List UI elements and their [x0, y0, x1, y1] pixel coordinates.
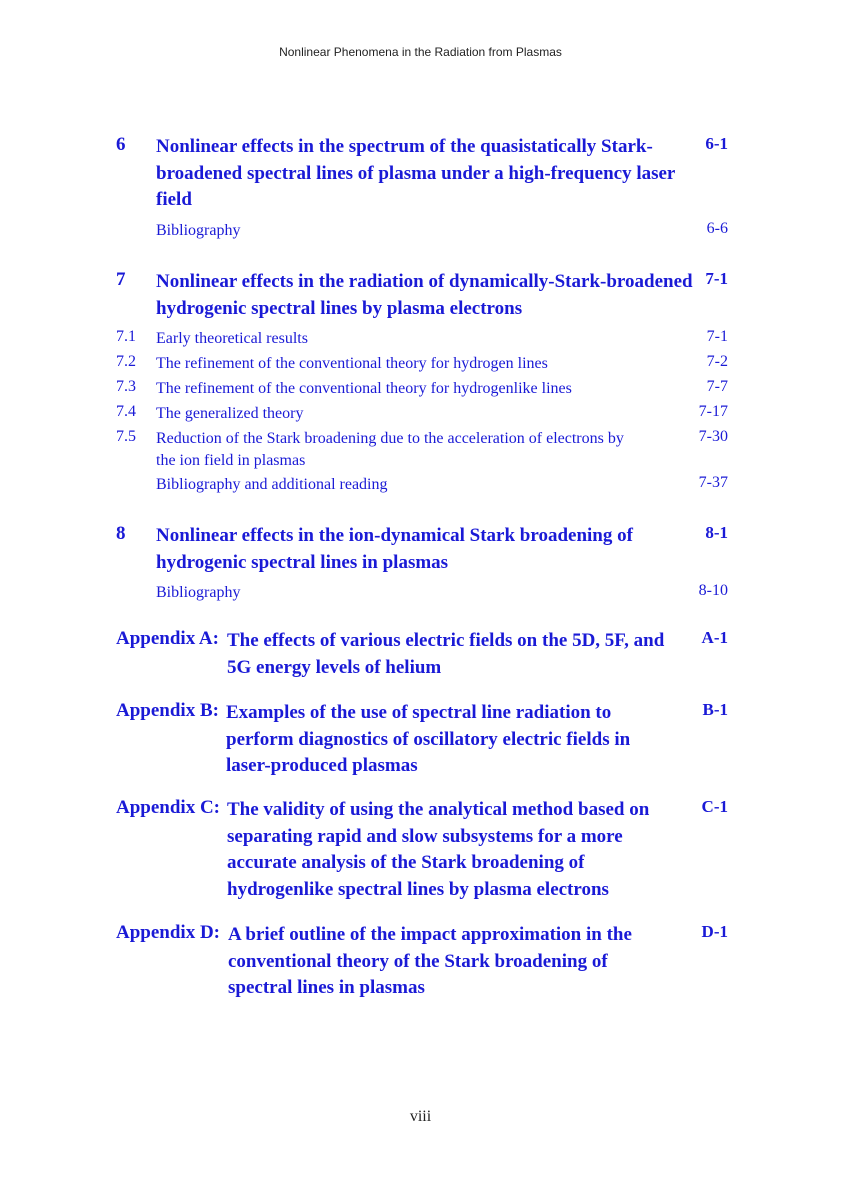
appendix-title[interactable]: The validity of using the analytical method based on separating rapid and slow subsystems for a more accurate analysis of the Stark broadening of hydrogenlike spectral lines by plasma electrons: [227, 799, 650, 900]
section-page: 8-10: [698, 582, 728, 599]
section-page: 7-2: [706, 353, 728, 370]
section-number: 7.4: [116, 403, 136, 420]
section-page: 7-17: [698, 403, 728, 420]
appendix-label: Appendix B:: [116, 700, 219, 721]
section-number: 7.5: [116, 428, 136, 445]
section-title[interactable]: The generalized theory: [156, 405, 304, 422]
section-title[interactable]: Reduction of the Stark broadening due to the acceleration of electrons by the ion field in plasmas: [156, 430, 624, 469]
chapter-page: 6-1: [705, 134, 728, 153]
section-page: 7-7: [706, 378, 728, 395]
appendix-page: A-1: [701, 628, 728, 647]
chapter-number: 6: [116, 134, 126, 155]
appendix-label: Appendix C:: [116, 797, 220, 818]
chapter-title[interactable]: Nonlinear effects in the ion-dynamical Stark broadening of hydrogenic spectral lines in plasmas: [156, 525, 633, 573]
appendix-label: Appendix D:: [116, 922, 220, 943]
appendix-page: B-1: [702, 700, 728, 719]
section-title[interactable]: Early theoretical results: [156, 330, 308, 347]
chapter-title[interactable]: Nonlinear effects in the radiation of dynamically-Stark-broadened hydrogenic spectral lines by plasma electrons: [156, 271, 693, 319]
appendix-page: D-1: [701, 922, 728, 941]
section-title[interactable]: The refinement of the conventional theory for hydrogenlike lines: [156, 380, 572, 397]
page-number: viii: [409, 1108, 432, 1125]
appendix-page: C-1: [701, 797, 728, 816]
section-title[interactable]: Bibliography: [156, 222, 241, 239]
section-number: 7.2: [116, 353, 136, 370]
section-page: 7-1: [706, 328, 728, 345]
running-header: Nonlinear Phenomena in the Radiation from Plasmas: [279, 45, 562, 59]
appendix-title[interactable]: The effects of various electric fields on the 5D, 5F, and 5G energy levels of helium: [227, 630, 665, 678]
section-page: 6-6: [706, 220, 728, 237]
section-number: 7.3: [116, 378, 136, 395]
section-number: 7.1: [116, 328, 136, 345]
appendix-label: Appendix A:: [116, 628, 219, 649]
chapter-page: 7-1: [705, 269, 728, 288]
section-page: 7-30: [698, 428, 728, 445]
appendix-title[interactable]: A brief outline of the impact approximation in the conventional theory of the Stark broadening of spectral lines in plasmas: [228, 924, 632, 998]
appendix-title[interactable]: Examples of the use of spectral line radiation to perform diagnostics of oscillatory electric fields in laser-produced plasmas: [226, 702, 631, 776]
chapter-page: 8-1: [705, 523, 728, 542]
section-title[interactable]: Bibliography and additional reading: [156, 476, 388, 493]
chapter-title[interactable]: Nonlinear effects in the spectrum of the quasistatically Stark-broadened spectral lines of plasma under a high-frequency laser field: [156, 136, 676, 210]
chapter-number: 7: [116, 269, 126, 290]
section-title[interactable]: The refinement of the conventional theory for hydrogen lines: [156, 355, 548, 372]
chapter-number: 8: [116, 523, 126, 544]
section-page: 7-37: [698, 474, 728, 491]
section-title[interactable]: Bibliography: [156, 584, 241, 601]
